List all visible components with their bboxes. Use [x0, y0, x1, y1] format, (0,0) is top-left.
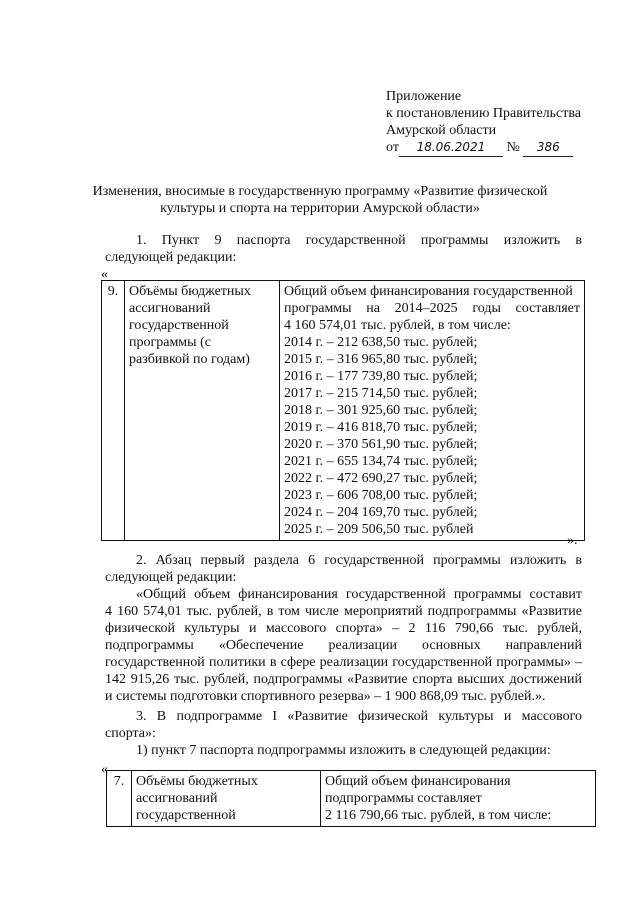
header-line-1: Приложение [386, 89, 462, 104]
year-line: 2021 г. – 655 134,74 тыс. рублей; [284, 454, 478, 469]
year-line: 2018 г. – 301 925,60 тыс. рублей; [284, 403, 478, 418]
para2-line-9: и системы подготовки спортивного резерва» – 1 900 868,09 тыс. рублей.». [105, 689, 546, 704]
quote-close-1: ». [567, 533, 578, 548]
para3-line-2: спорта»: [105, 726, 156, 741]
label-line: государственной [129, 318, 229, 333]
row-number: 9. [102, 281, 125, 541]
header-date-line [386, 139, 573, 157]
handwritten-date: 18.06.2021 [399, 139, 503, 157]
year-line: 2023 г. – 606 708,00 тыс. рублей; [284, 488, 478, 503]
content-cell [280, 281, 585, 541]
year-line: 2022 г. – 472 690,27 тыс. рублей; [284, 471, 478, 486]
content-cell [321, 771, 596, 827]
table-row [102, 281, 585, 541]
year-line: 2016 г. – 177 739,80 тыс. рублей; [284, 369, 478, 384]
quote-open-1: « [101, 267, 108, 282]
label-cell [132, 771, 321, 827]
label-cell [125, 281, 280, 541]
label-line: программы (с [129, 335, 211, 350]
content-line: 2 116 790,66 тыс. рублей, в том числе: [325, 808, 552, 823]
row-number: 7. [107, 771, 132, 827]
financing-table-1 [101, 280, 585, 541]
table-row [107, 771, 596, 827]
label-line: Объёмы бюджетных [136, 774, 258, 789]
para2-line-6: подпрограммы «Обеспечение реализации основных направлений [105, 638, 582, 653]
content-line: подпрограммы составляет [325, 791, 482, 806]
label-line: разбивкой по годам) [129, 352, 250, 367]
intro-line: 4 160 574,01 тыс. рублей, в том числе: [284, 318, 511, 333]
header-line-3: Амурской области [386, 123, 497, 138]
para2-line-1: 2. Абзац первый раздела 6 государственной программы изложить в [136, 553, 582, 568]
label-line: государственной [136, 808, 236, 823]
content-line: Общий объем финансирования [325, 774, 511, 789]
para3-line-3: 1) пункт 7 паспорта подпрограммы изложить в следующей редакции: [136, 743, 551, 758]
intro-line: Общий объем финансирования государственной [284, 284, 573, 299]
para1-line-1: 1. Пункт 9 паспорта государственной программы изложить в [136, 233, 582, 248]
para2-line-7: государственной политики в сфере реализации государственной программы» – [105, 655, 582, 670]
para2-line-8: 142 915,26 тыс. рублей, подпрограммы «Развитие спорта высших достижений [105, 672, 582, 687]
year-line: 2015 г. – 316 965,80 тыс. рублей; [284, 352, 478, 367]
para2-line-4: 4 160 574,01 тыс. рублей, в том числе мероприятий подпрограммы «Развитие [105, 604, 582, 619]
year-line: 2025 г. – 209 506,50 тыс. рублей [284, 522, 474, 537]
intro-line: программы на 2014–2025 годы составляет [284, 301, 580, 316]
quote-open-2: « [101, 762, 108, 777]
year-line: 2017 г. – 215 714,50 тыс. рублей; [284, 386, 478, 401]
label-line: ассигнований [129, 301, 211, 316]
financing-table-2 [106, 770, 596, 827]
label-line: Объёмы бюджетных [129, 284, 251, 299]
para2-line-5: физической культуры и массового спорта» – 2 116 790,66 тыс. рублей, [105, 621, 582, 636]
title-line-1: Изменения, вносимые в государственную программу «Развитие физической [92, 184, 548, 199]
year-line: 2019 г. – 416 818,70 тыс. рублей; [284, 420, 478, 435]
para2-line-3: «Общий объем финансирования государственной программы составит [136, 587, 582, 602]
para2-line-2: следующей редакции: [105, 570, 237, 585]
header-line-2: к постановлению Правительства [386, 106, 582, 121]
year-line: 2020 г. – 370 561,90 тыс. рублей; [284, 437, 478, 452]
date-prefix: от [386, 140, 399, 155]
year-line: 2024 г. – 204 169,70 тыс. рублей; [284, 505, 478, 520]
handwritten-number: 386 [523, 139, 573, 157]
number-sign: № [506, 140, 520, 155]
para1-line-2: следующей редакции: [105, 250, 237, 265]
year-line: 2014 г. – 212 638,50 тыс. рублей; [284, 335, 478, 350]
title-line-2: культуры и спорта на территории Амурской области» [160, 201, 480, 216]
para3-line-1: 3. В подпрограмме I «Развитие физической культуры и массового [136, 709, 582, 724]
label-line: ассигнований [136, 791, 218, 806]
